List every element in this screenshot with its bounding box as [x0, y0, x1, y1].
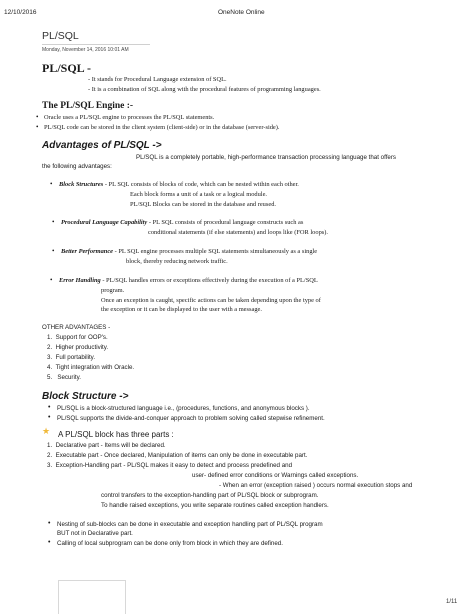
block-bullet-2: PL/SQL supports the divide-and-conquer approach to problem solving called stepwise refinement. [57, 415, 325, 422]
list-item: 5. Security. [47, 374, 81, 381]
bullet-icon: • [52, 247, 55, 255]
part-item: 3. Exception-Handling part - PL/SQL makes it easy to detect and process predefined and [47, 462, 293, 469]
bullet-icon: • [48, 520, 51, 527]
advantage-error-handling: Error Handling - PL/SQL handles errors or exceptions effectively during the execution of a PL/SQL [59, 277, 318, 284]
heading-engine: The PL/SQL Engine :- [42, 101, 134, 111]
bullet-icon: • [52, 218, 55, 226]
app-title: OneNote Online [218, 9, 265, 16]
bullet-icon: • [36, 113, 39, 121]
heading-advantages: Advantages of PL/SQL -> [42, 140, 162, 151]
part-item: 2. Executable part - Once declared, Manipulation of items can only be done in executable part. [47, 452, 308, 459]
page-number: 1/11 [446, 599, 458, 605]
exception-line: control transfers to the exception-handling part of PL/SQL block or subprogram. [101, 492, 319, 499]
list-item: 1. Support for OOP's. [47, 334, 108, 341]
advantage-line: Each block forms a unit of a task or a logical module. [130, 191, 268, 198]
intro-line-1: - It stands for Procedural Language extension of SQL. [88, 76, 227, 83]
advantage-procedural: Procedural Language Capability - PL SQL consists of procedural language constructs such as [61, 219, 304, 226]
engine-bullet-1: Oracle uses a PL/SQL engine to processes the PL/SQL statements. [44, 114, 215, 121]
list-item: 4. Tight integration with Oracle. [47, 364, 135, 371]
star-icon: ★ [42, 426, 51, 436]
advantage-block-structures: Block Structures - PL SQL consists of blocks of code, which can be nested within each other. [59, 181, 299, 188]
final-bullet-1-cont: BUT not in Declarative part. [57, 530, 133, 537]
final-bullet-1: Nesting of sub-blocks can be done in executable and exception handling part of PL/SQL program [57, 521, 323, 528]
list-item: 2. Higher productivity. [47, 344, 109, 351]
bullet-icon: • [48, 414, 51, 421]
exception-line: - When an error (exception raised ) occurs normal execution stops and [219, 482, 413, 489]
exception-line: user- defined error conditions or Warnings called exceptions. [192, 472, 359, 479]
advantage-line: Once an exception is caught, specific actions can be taken depending upon the type of [101, 297, 321, 304]
bullet-icon: • [50, 276, 53, 284]
page-title[interactable]: PL/SQL [42, 30, 79, 42]
advantages-intro-1: PL/SQL is a completely portable, high-performance transaction processing language that offers [136, 154, 397, 161]
bullet-icon: • [50, 180, 53, 188]
advantage-performance: Better Performance - PL SQL engine processes multiple SQL statements simultaneously as a single [61, 248, 318, 255]
print-date: 12/10/2016 [4, 9, 37, 16]
other-advantages-heading: OTHER ADVANTAGES - [42, 324, 111, 331]
advantage-line: block, thereby reducing network traffic. [126, 258, 228, 265]
advantage-line: program. [101, 287, 125, 294]
list-item: 3. Full portability. [47, 354, 96, 361]
note-date: Monday, November 14, 2016 10:01 AM [42, 47, 129, 53]
heading-block-structure: Block Structure -> [42, 391, 129, 402]
exception-line: To handle raised exceptions, you write separate routines called exception handlers. [101, 502, 329, 509]
parts-heading: A PL/SQL block has three parts : [58, 430, 174, 439]
advantage-line: PL/SQL Blocks can be stored in the database and reused. [130, 201, 276, 208]
heading-plsql: PL/SQL - [42, 61, 92, 75]
final-bullet-2: Calling of local subprogram can be done only from block in which they are defined. [57, 540, 283, 547]
bullet-icon: • [36, 123, 39, 131]
advantages-intro-2: the following advantages: [42, 163, 112, 170]
part-item: 1. Declarative part - Items will be declared. [47, 442, 166, 449]
advantage-line: conditional statements (if else statements) and loops like (FOR loops). [148, 229, 328, 236]
block-bullet-1: PL/SQL is a block-structured language i.e., (procedures, functions, and anonymous blocks ). [57, 405, 310, 412]
empty-note-container[interactable] [58, 580, 126, 614]
intro-line-2: - It is a combination of SQL along with the procedural features of programming languages. [88, 86, 321, 93]
advantage-line: the exception or it can be displayed to the user with a message. [101, 306, 262, 313]
bullet-icon: • [48, 404, 51, 411]
title-underline [42, 44, 150, 45]
engine-bullet-2: PL/SQL code can be stored in the client system (client-side) or in the database (server-side). [44, 124, 280, 131]
bullet-icon: • [48, 539, 51, 546]
